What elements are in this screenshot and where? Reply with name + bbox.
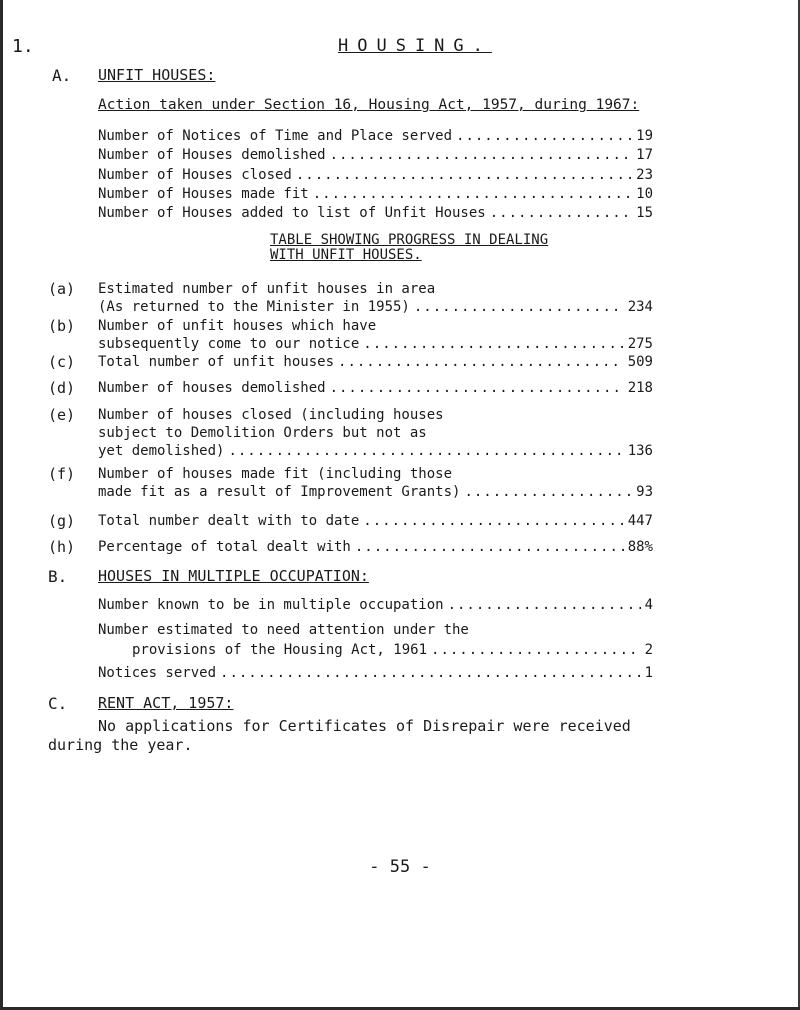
summary-row: Number of Houses closed ..... 23 bbox=[98, 167, 653, 183]
section-c-letter: C. bbox=[48, 694, 68, 713]
page-title: HOUSING. bbox=[338, 36, 492, 56]
multiple-occupation-row: provisions of the Housing Act, 1961 ..... 2 bbox=[132, 642, 653, 658]
multiple-occupation-row: Notices served ..... 1 bbox=[98, 665, 653, 681]
section-c-heading: RENT ACT, 1957: bbox=[98, 694, 234, 712]
multiple-occupation-row: Number known to be in multiple occupation ..... 4 bbox=[98, 597, 653, 613]
section-a-subheading: Action taken under Section 16, Housing Act, 1957, during 1967: bbox=[98, 97, 640, 113]
section-c-text-line2: during the year. bbox=[48, 736, 193, 754]
summary-row: Number of Houses added to list of Unfit Houses ..... 15 bbox=[98, 205, 653, 221]
section-a-heading: UNFIT HOUSES: bbox=[98, 66, 216, 84]
multiple-occupation-row2-line1: Number estimated to need attention under the bbox=[98, 622, 469, 638]
table-title-line2: WITH UNFIT HOUSES. bbox=[270, 247, 422, 263]
section-b-heading: HOUSES IN MULTIPLE OCCUPATION: bbox=[98, 567, 369, 585]
summary-row: Number of Houses demolished ..... 17 bbox=[98, 147, 653, 163]
section-a-letter: A. bbox=[52, 66, 72, 85]
section-c-text-line1: No applications for Certificates of Disrepair were received bbox=[98, 717, 631, 735]
chapter-number: 1. bbox=[12, 36, 34, 57]
summary-row: Number of Houses made fit ..... 10 bbox=[98, 186, 653, 202]
table-title-line1: TABLE SHOWING PROGRESS IN DEALING bbox=[270, 232, 549, 248]
page-number: - 55 - bbox=[369, 857, 431, 877]
summary-row: Number of Notices of Time and Place served ..... 19 bbox=[98, 128, 653, 144]
section-b-letter: B. bbox=[48, 567, 68, 586]
